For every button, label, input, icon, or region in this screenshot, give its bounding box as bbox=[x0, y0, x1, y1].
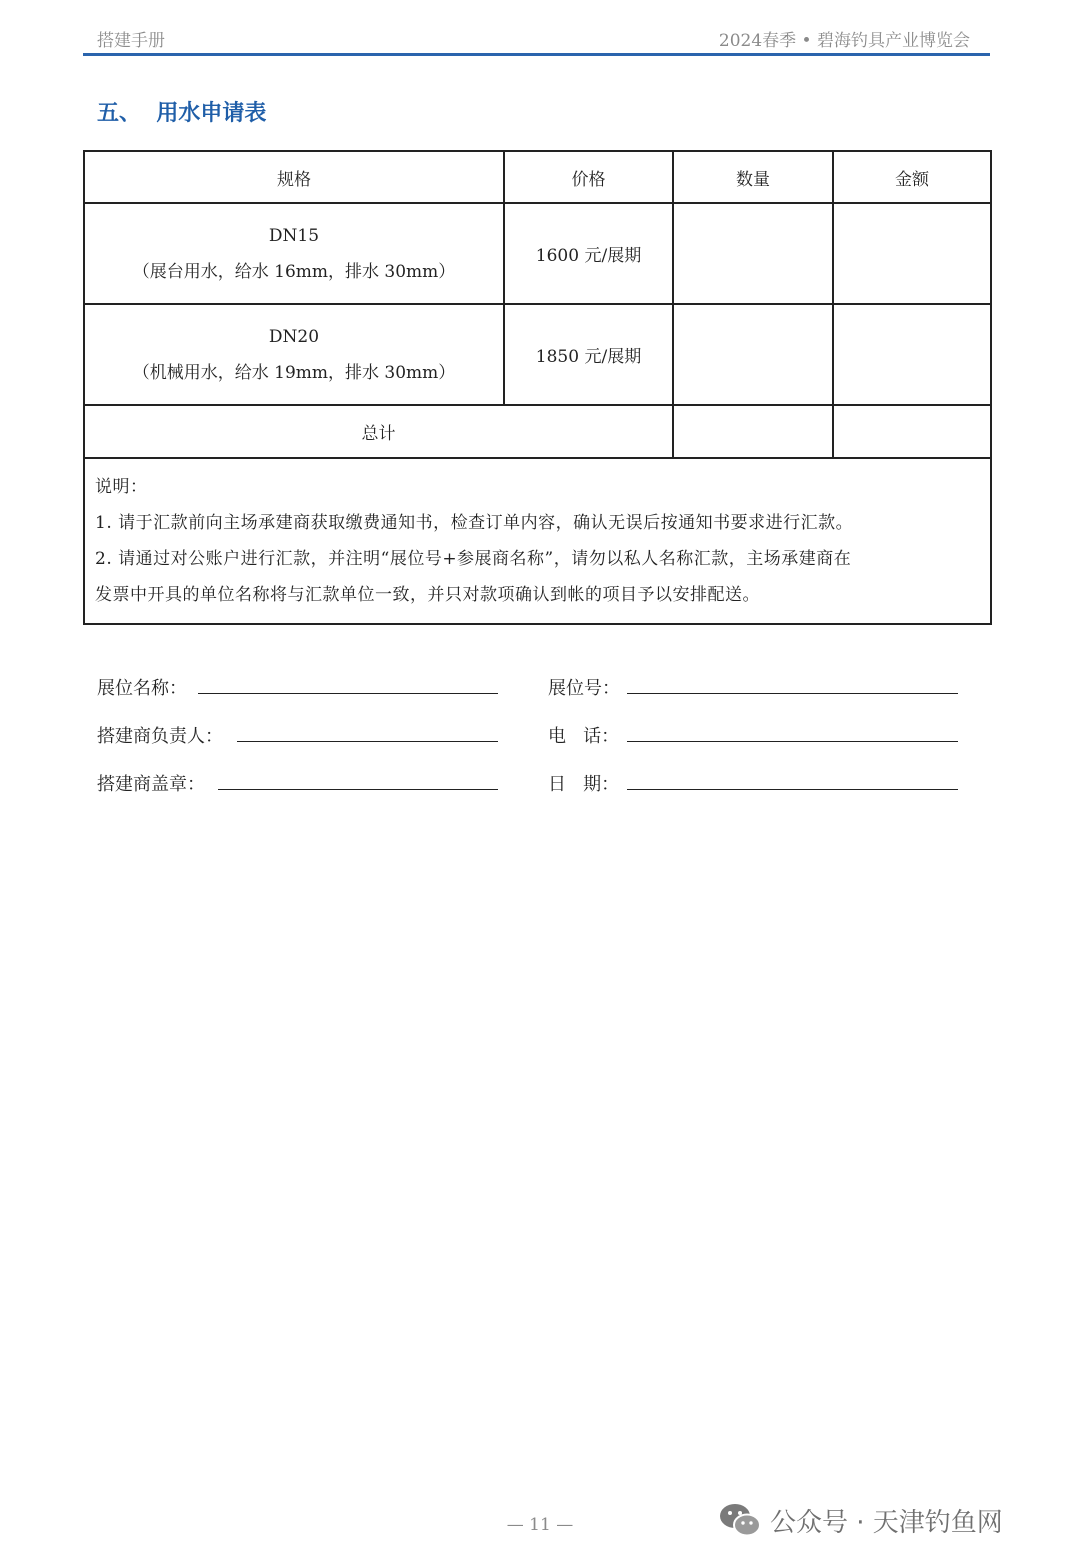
wechat-icon bbox=[718, 1500, 762, 1540]
price-cell: 1600 元/展期 bbox=[504, 203, 673, 304]
spec-name: DN15 bbox=[268, 225, 320, 246]
phone-input-line[interactable] bbox=[627, 741, 958, 742]
page-number: — 11 — bbox=[506, 1515, 574, 1535]
header-divider bbox=[83, 53, 990, 56]
quantity-field[interactable] bbox=[673, 203, 833, 304]
note-line: 发票中开具的单位名称将与汇款单位一致，并只对款项确认到帐的项目予以安排配送。 bbox=[95, 585, 760, 605]
booth-name-input-line[interactable] bbox=[198, 693, 498, 694]
header-title: 搭建手册 bbox=[97, 31, 165, 51]
notes-row bbox=[84, 458, 991, 624]
column-header-spec: 规格 bbox=[84, 151, 504, 203]
booth-number-label: 展位号： bbox=[548, 678, 620, 699]
booth-number-input-line[interactable] bbox=[627, 693, 958, 694]
contractor-contact-label: 搭建商负责人： bbox=[97, 726, 223, 747]
total-quantity-field[interactable] bbox=[673, 405, 833, 458]
date-input-line[interactable] bbox=[627, 789, 958, 790]
water-application-table bbox=[83, 150, 992, 625]
spec-cell bbox=[84, 203, 504, 304]
amount-field[interactable] bbox=[833, 304, 991, 405]
note-line: 2. 请通过对公账户进行汇款，并注明“展位号+参展商名称”，请勿以私人名称汇款，主场承建商在 bbox=[95, 549, 852, 569]
quantity-field[interactable] bbox=[673, 304, 833, 405]
column-header-price: 价格 bbox=[504, 151, 673, 203]
watermark-text: 公众号 · 天津钓鱼网 bbox=[770, 1507, 1003, 1538]
spec-name: DN20 bbox=[268, 326, 320, 347]
header-event-name: 2024春季 • 碧海钓具产业博览会 bbox=[718, 31, 970, 51]
contractor-stamp-input-line[interactable] bbox=[218, 789, 498, 790]
phone-label: 电 话： bbox=[548, 726, 620, 747]
section-title: 五、 用水申请表 bbox=[97, 101, 267, 126]
column-header-amount: 金额 bbox=[833, 151, 991, 203]
date-label: 日 期： bbox=[548, 774, 620, 795]
spec-detail: （机械用水，给水 19mm，排水 30mm） bbox=[132, 362, 456, 383]
table-row bbox=[84, 203, 991, 304]
contractor-stamp-label: 搭建商盖章： bbox=[97, 774, 205, 795]
total-label: 总计 bbox=[84, 405, 673, 458]
notes-cell bbox=[84, 458, 991, 624]
watermark bbox=[718, 1500, 1003, 1540]
total-amount-field[interactable] bbox=[833, 405, 991, 458]
amount-field[interactable] bbox=[833, 203, 991, 304]
contractor-contact-input-line[interactable] bbox=[237, 741, 498, 742]
spec-cell bbox=[84, 304, 504, 405]
note-line: 1. 请于汇款前向主场承建商获取缴费通知书，检查订单内容，确认无误后按通知书要求进行汇款。 bbox=[95, 513, 854, 533]
total-row bbox=[84, 405, 991, 458]
booth-name-label: 展位名称： bbox=[97, 678, 187, 699]
price-cell: 1850 元/展期 bbox=[504, 304, 673, 405]
notes-heading: 说明： bbox=[95, 477, 148, 497]
spec-detail: （展台用水，给水 16mm，排水 30mm） bbox=[132, 261, 456, 282]
column-header-quantity: 数量 bbox=[673, 151, 833, 203]
table-header-row bbox=[84, 151, 991, 203]
table-row bbox=[84, 304, 991, 405]
